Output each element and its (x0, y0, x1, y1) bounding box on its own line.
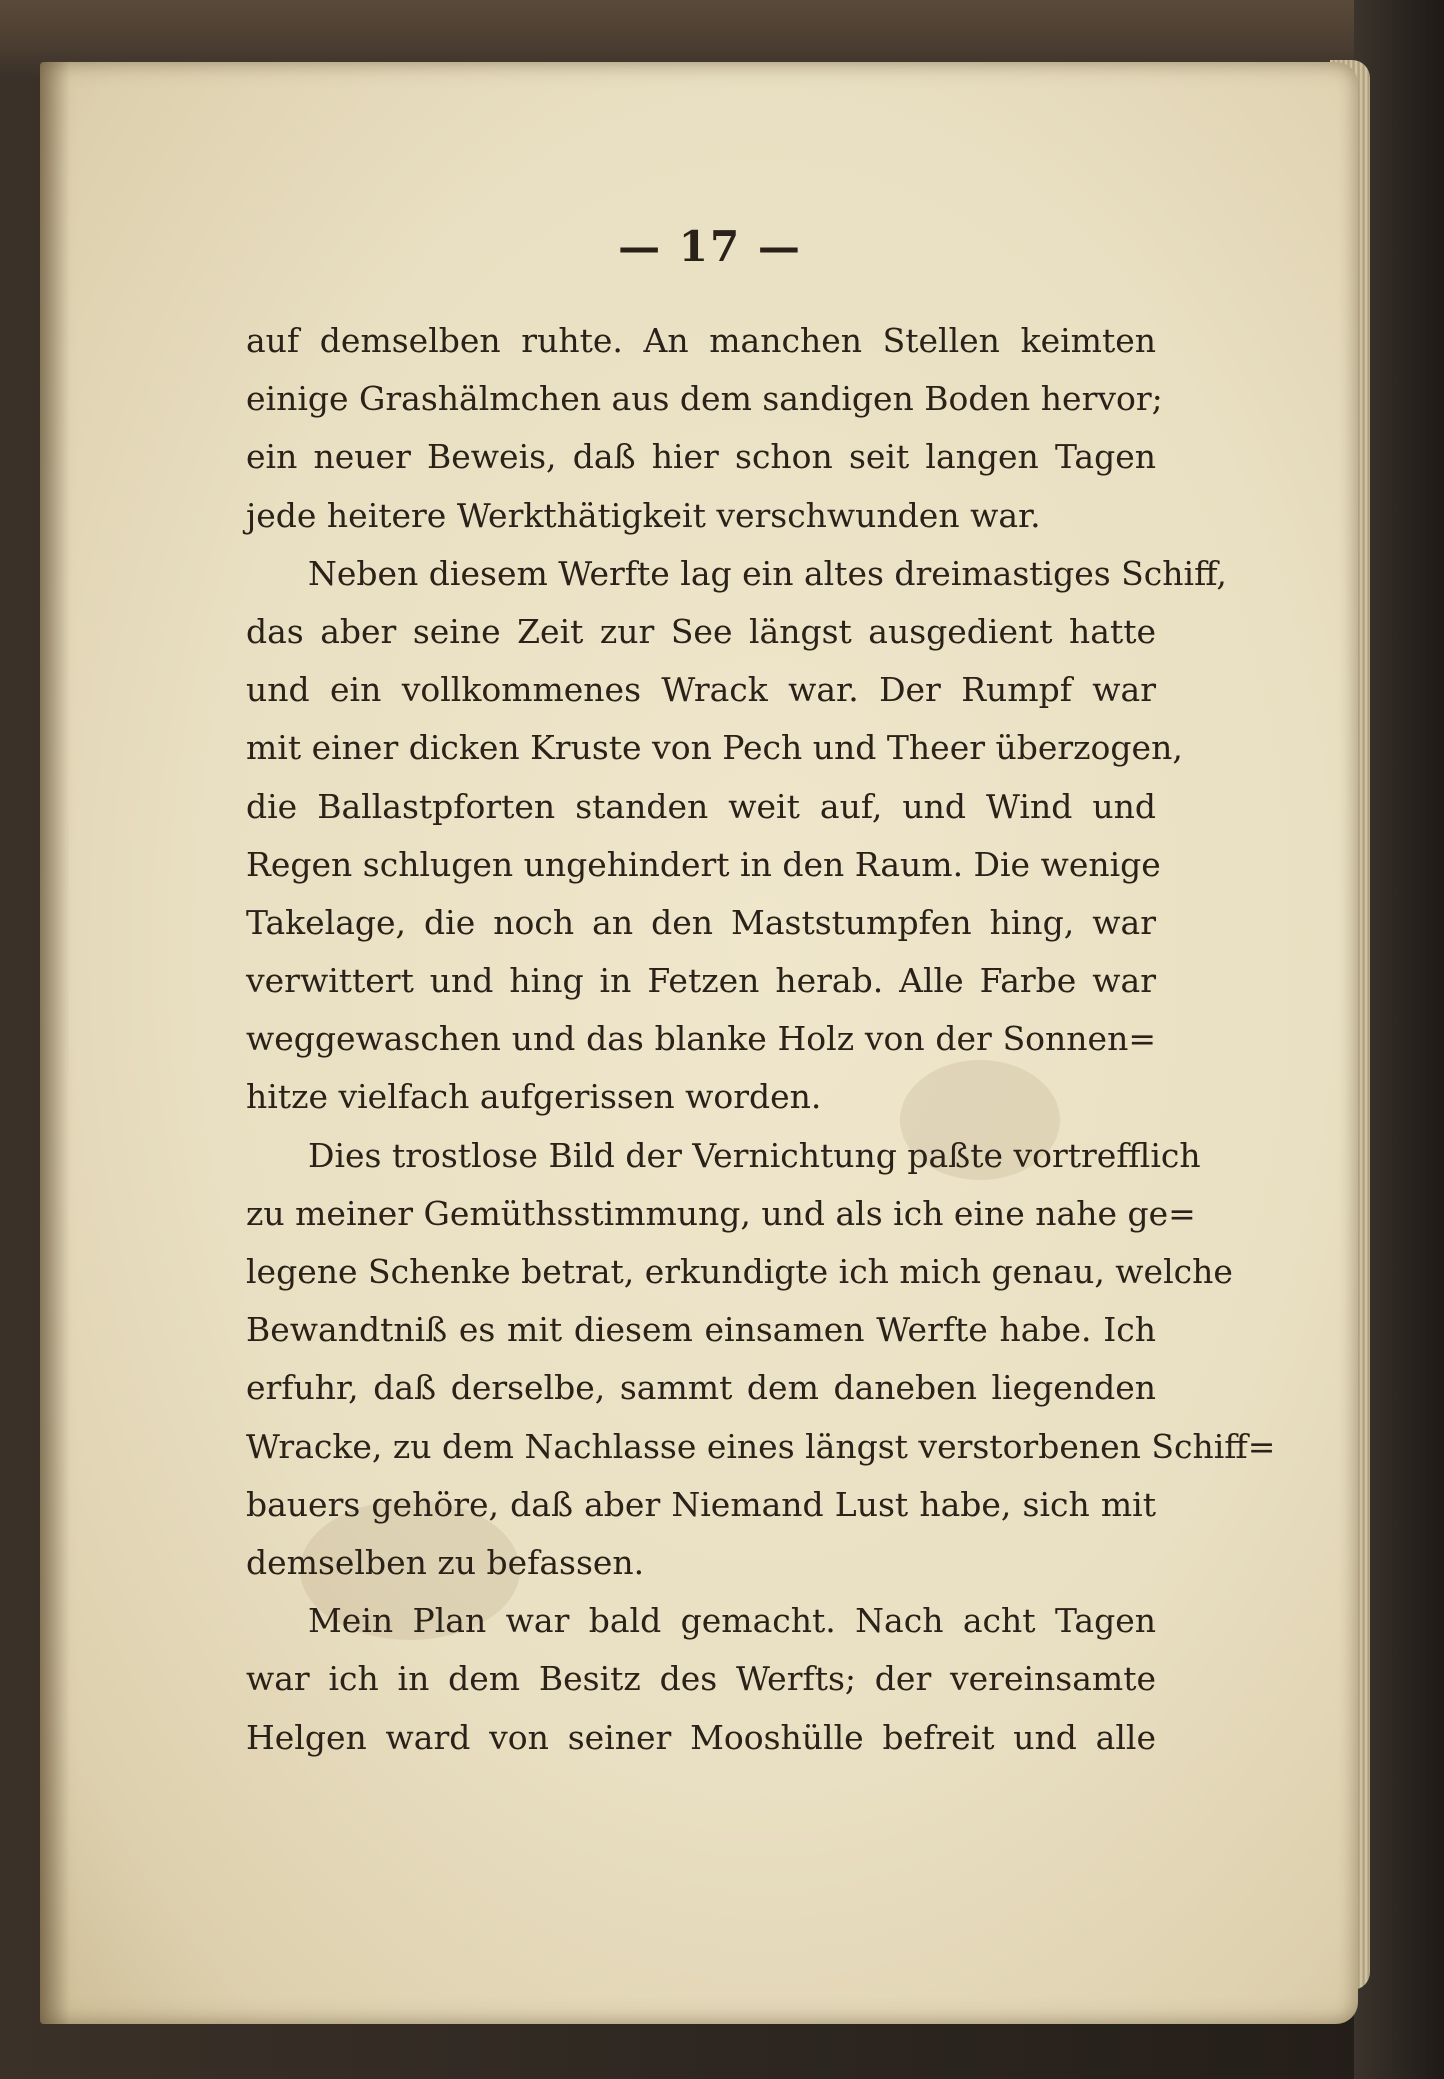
text-line: war ich in dem Besitz des Werfts; der vereinsamte (246, 1659, 1156, 1699)
book-gutter (40, 62, 70, 2024)
text-line: die Ballastpforten standen weit auf, und Wind und (246, 786, 1156, 826)
text-line: auf demselben ruhte. An manchen Stellen keimten (246, 321, 1156, 360)
text-line: verwittert und hing in Fetzen herab. Alle Farbe war (246, 961, 1156, 1001)
text-line: jede heitere Werkthätigkeit verschwunden war. (246, 495, 1041, 535)
text-line: Dies trostlose Bild der Vernichtung paßte vortrefflich (308, 1135, 1201, 1175)
text-line: mit einer dicken Kruste von Pech und Theer überzogen, (246, 728, 1183, 768)
text-line: und ein vollkommenes Wrack war. Der Rumpf war (246, 670, 1156, 710)
text-line: hitze vielfach aufgerissen worden. (246, 1077, 822, 1117)
text-line: erfuhr, daß derselbe, sammt dem daneben liegenden (246, 1368, 1156, 1408)
text-line: Helgen ward von seiner Mooshülle befreit und alle (246, 1717, 1156, 1757)
text-line: Bewandtniß es mit diesem einsamen Werfte habe. Ich (246, 1310, 1156, 1350)
text-line: Wracke, zu dem Nachlasse eines längst verstorbenen Schiff= (246, 1426, 1276, 1466)
text-line: Mein Plan war bald gemacht. Nach acht Tagen (308, 1601, 1156, 1641)
text-line: bauers gehöre, daß aber Niemand Lust habe, sich mit (246, 1484, 1156, 1524)
text-line: zu meiner Gemüthsstimmung, und als ich eine nahe ge= (246, 1193, 1196, 1233)
text-line: legene Schenke betrat, erkundigte ich mich genau, welche (246, 1252, 1233, 1291)
text-line: einige Grashälmchen aus dem sandigen Boden hervor; (246, 379, 1163, 419)
text-line: Takelage, die noch an den Maststumpfen hing, war (246, 902, 1156, 942)
text-line: weggewaschen und das blanke Holz von der Sonnen= (246, 1019, 1156, 1059)
text-line: Neben diesem Werfte lag ein altes dreimastiges Schiff, (308, 553, 1227, 593)
text-line: Regen schlugen ungehindert in den Raum. Die wenige (246, 844, 1161, 884)
text-line: demselben zu befassen. (246, 1542, 645, 1582)
text-line: das aber seine Zeit zur See längst ausgedient hatte (246, 611, 1156, 651)
page-number: — 17 — (618, 222, 802, 271)
body-text (246, 312, 1276, 1767)
text-line: ein neuer Beweis, daß hier schon seit langen Tagen (246, 437, 1156, 477)
